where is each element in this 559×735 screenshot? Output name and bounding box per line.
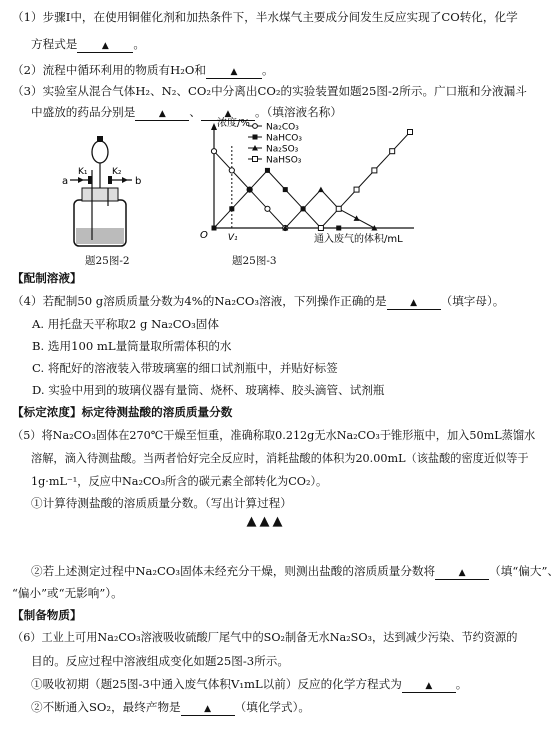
bottle-liquid (76, 228, 124, 244)
q5b-line (31, 563, 559, 580)
q1-line2 (31, 36, 145, 53)
q2-text: （2）流程中循环利用的物质有H₂O和 (12, 63, 206, 77)
v1-label: V₁ (227, 233, 238, 243)
q6-answer-blank-1[interactable]: ▲ (402, 680, 456, 693)
q1-text2: 方程式是 (31, 37, 78, 51)
q6-line2: 目的。反应过程中溶液组成变化如题25图-3所示。 (31, 654, 289, 668)
point-3-5 (408, 130, 413, 135)
arrow-b-icon (122, 177, 128, 183)
answer-area-marks: ▲▲▲ (246, 514, 286, 529)
section-prepare-substance: 【制备物质】 (12, 608, 82, 622)
label-k1: K₁ (78, 167, 88, 177)
q1-text: （1）步骤Ⅰ中，在使用铜催化剂和加热条件下，半水煤气主要成分间发生反应实现了CO转化，化学 (12, 10, 518, 24)
series-line-3 (321, 132, 410, 228)
point-1-1 (229, 206, 234, 211)
concentration-chart (198, 118, 418, 254)
q2-line (12, 62, 274, 79)
q6-end1: 。 (455, 677, 468, 691)
q5b-text: ②若上述测定过程中Na₂CO₃固体未经充分干燥，则测出盐酸的溶质质量分数将 (31, 564, 436, 578)
legend-marker-1 (253, 135, 258, 140)
q4-text: （4）若配制50 g溶质质量分数为4%的Na₂CO₃溶液，下列操作正确的是 (12, 294, 387, 308)
figure-2-caption: 题25图-2 (85, 255, 130, 267)
q1-answer-blank[interactable]: ▲ (77, 40, 133, 53)
legend-marker-3 (253, 157, 258, 162)
q5-line3: 1g·mL⁻¹，反应中Na₂CO₃所含的碳元素全部转化为CO₂）。 (31, 475, 328, 488)
option-c[interactable]: C. 将配好的溶液装入带玻璃塞的细口试剂瓶中，并贴好标签 (32, 361, 338, 375)
q3-text: （3）实验室从混合气体H₂、N₂、CO₂中分离出CO₂的实验装置如题25图-2所示。广口瓶和分液漏斗 (12, 84, 527, 98)
q5-line4: ①计算待测盐酸的溶质质量分数。（写出计算过程） (31, 496, 292, 510)
q6-line1: （6）工业上可用Na₂CO₃溶液吸收硫酸厂尾气中的SO₂制备无水Na₂SO₃，达到减少污染、节约资源的 (12, 631, 518, 644)
q4-answer-blank[interactable]: ▲ (387, 297, 441, 310)
point-3-0 (318, 226, 323, 231)
point-1-4 (283, 187, 288, 192)
q1-line (12, 9, 518, 25)
q3-end: 。（填溶液名称） (254, 105, 342, 119)
q4-end: （填字母）。 (440, 294, 505, 308)
y-axis-label: 浓度/% (217, 118, 250, 129)
point-3-2 (354, 187, 359, 192)
rubber-stopper (82, 188, 118, 201)
point-2-4 (354, 215, 360, 221)
legend-label-3: NaHSO₃ (266, 155, 302, 166)
separatory-funnel (92, 141, 108, 163)
valve-k2[interactable] (108, 176, 112, 184)
apparatus-figure (60, 130, 160, 258)
point-3-1 (336, 206, 341, 211)
point-3-3 (372, 168, 377, 173)
legend-label-1: NaHCO₃ (266, 133, 302, 144)
q3-sep: 、 (189, 105, 201, 119)
point-1-7 (336, 226, 341, 231)
q6-sub2 (31, 699, 310, 716)
figure-3-caption: 题25图-3 (232, 255, 277, 267)
point-3-4 (390, 149, 395, 154)
point-0-1 (229, 168, 234, 173)
label-a: a (62, 176, 69, 187)
series-line-2 (285, 190, 374, 228)
origin-label: O (200, 230, 208, 241)
q5-line2: 溶解，滴入待测盐酸。当两者恰好完全反应时，消耗盐酸的体积为20.00mL（该盐酸的密度近似等于 (31, 452, 529, 465)
point-1-3 (265, 168, 270, 173)
label-k2: K₂ (112, 167, 122, 177)
legend-marker-0 (253, 124, 258, 129)
section-prepare-solution: 【配制溶液】 (12, 271, 82, 285)
point-1-2 (247, 187, 252, 192)
funnel-stopper (97, 136, 103, 142)
arrow-a-icon (78, 177, 84, 183)
option-b[interactable]: B. 选用100 mL量筒量取所需体积的水 (32, 339, 232, 353)
q6-answer-blank-2[interactable]: ▲ (181, 703, 235, 716)
point-0-3 (265, 206, 270, 211)
q3-text2: 中盛放的药品分别是 (31, 105, 136, 119)
x-axis-label: 通入废气的体积/mL (314, 234, 403, 245)
valve-k1[interactable] (88, 176, 92, 184)
q4-line (12, 293, 504, 310)
option-d[interactable]: D. 实验中用到的玻璃仪器有量筒、烧杯、玻璃棒、胶头滴管、试剂瓶 (32, 383, 385, 397)
q5b-line2: “偏小”或“无影响”）。 (12, 586, 123, 600)
point-0-0 (211, 149, 216, 154)
q6-sub1 (31, 676, 467, 693)
q5-line1: （5）将Na₂CO₃固体在270℃干燥至恒重，准确称取0.212g无水Na₂CO₃于锥形瓶中，加入50mL蒸馏水 (12, 429, 536, 442)
legend-label-2: Na₂SO₃ (266, 144, 299, 155)
section-calibrate: 【标定浓度】标定待测盐酸的溶质质量分数 (12, 405, 233, 419)
q5b-answer-blank[interactable]: ▲ (435, 567, 489, 580)
q3-answer-blank-2[interactable]: ▲ (201, 108, 255, 121)
point-1-0 (212, 226, 217, 231)
q6-end2: （填化学式）。 (234, 700, 310, 714)
q3-line (12, 83, 527, 99)
q3-answer-blank-1[interactable]: ▲ (135, 108, 189, 121)
q1-end: 。 (133, 37, 145, 51)
q2-end: 。 (261, 63, 274, 77)
q6-sub2-text: ②不断通入SO₂，最终产物是 (31, 700, 181, 714)
legend-label-0: Na₂CO₃ (266, 122, 299, 133)
q2-answer-blank[interactable]: ▲ (206, 66, 262, 79)
series-line-1 (214, 170, 339, 228)
point-2-2 (318, 187, 324, 193)
label-b: b (135, 176, 142, 187)
q6-sub1-text: ①吸收初期（题25图-3中通入废气体积V₁mL以前）反应的化学方程式为 (31, 677, 402, 691)
q5b-end: （填“偏大”、 (489, 564, 559, 578)
option-a[interactable]: A. 用托盘天平称取2 g Na₂CO₃固体 (32, 317, 219, 331)
